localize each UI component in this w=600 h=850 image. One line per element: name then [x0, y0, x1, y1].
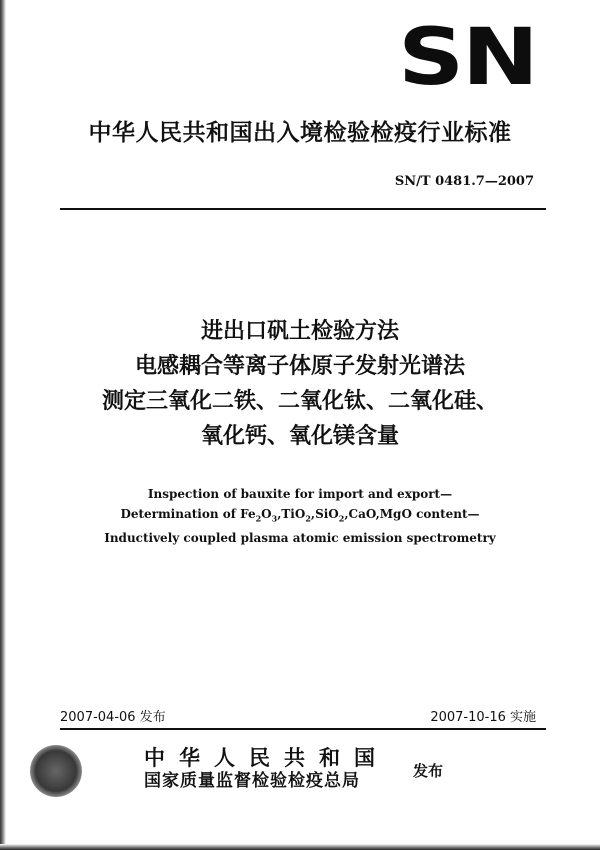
- subscript-2: 2: [255, 513, 262, 524]
- english-title-si: ,SiO: [310, 507, 339, 521]
- organization-title: 中华人民共和国出入境检验检疫行业标准: [88, 120, 512, 146]
- implementation-date: 2007-10-16 实施: [430, 710, 536, 725]
- english-title-line-3: Inductively coupled plasma atomic emission spectrometry: [104, 531, 496, 546]
- issuer-block: [144, 746, 404, 792]
- chinese-title-line-3: 测定三氧化二铁、二氧化钛、二氧化硅、: [101, 389, 498, 414]
- issuer-country: 中华人民共和国: [144, 746, 389, 770]
- issue-date: 2007-04-06 发布: [60, 710, 166, 725]
- sn-logo: SN: [398, 13, 537, 103]
- seal-stamp: [30, 745, 82, 797]
- subscript-3: 3: [271, 513, 278, 524]
- english-title-fe-o: O: [261, 507, 272, 521]
- footer-divider: [60, 728, 546, 730]
- page-bottom-shadow: [0, 844, 600, 850]
- issuer-agency: 国家质量监督检验检疫总局: [144, 771, 360, 791]
- english-title-line-2: [0, 504, 600, 528]
- english-title-prefix: Determination of Fe: [120, 507, 256, 521]
- chinese-title-line-2: 电感耦合等离子体原子发射光谱法: [134, 354, 465, 379]
- header-divider: [60, 208, 546, 210]
- standard-number: SN/T 0481.7—2007: [394, 174, 534, 189]
- english-title: [0, 484, 600, 548]
- english-title-line-1: Inspection of bauxite for import and export—: [147, 487, 453, 501]
- chinese-title: [0, 314, 600, 454]
- issue-word: 发布: [413, 762, 444, 780]
- subscript-2: 2: [305, 513, 311, 524]
- chinese-title-line-1: 进出口矾土检验方法: [200, 319, 399, 344]
- chinese-title-line-4: 氧化钙、氧化镁含量: [200, 424, 399, 449]
- english-title-rest: ,CaO,MgO content—: [344, 507, 480, 521]
- subscript-2: 2: [338, 513, 345, 524]
- english-title-ti: ,TiO: [277, 507, 306, 521]
